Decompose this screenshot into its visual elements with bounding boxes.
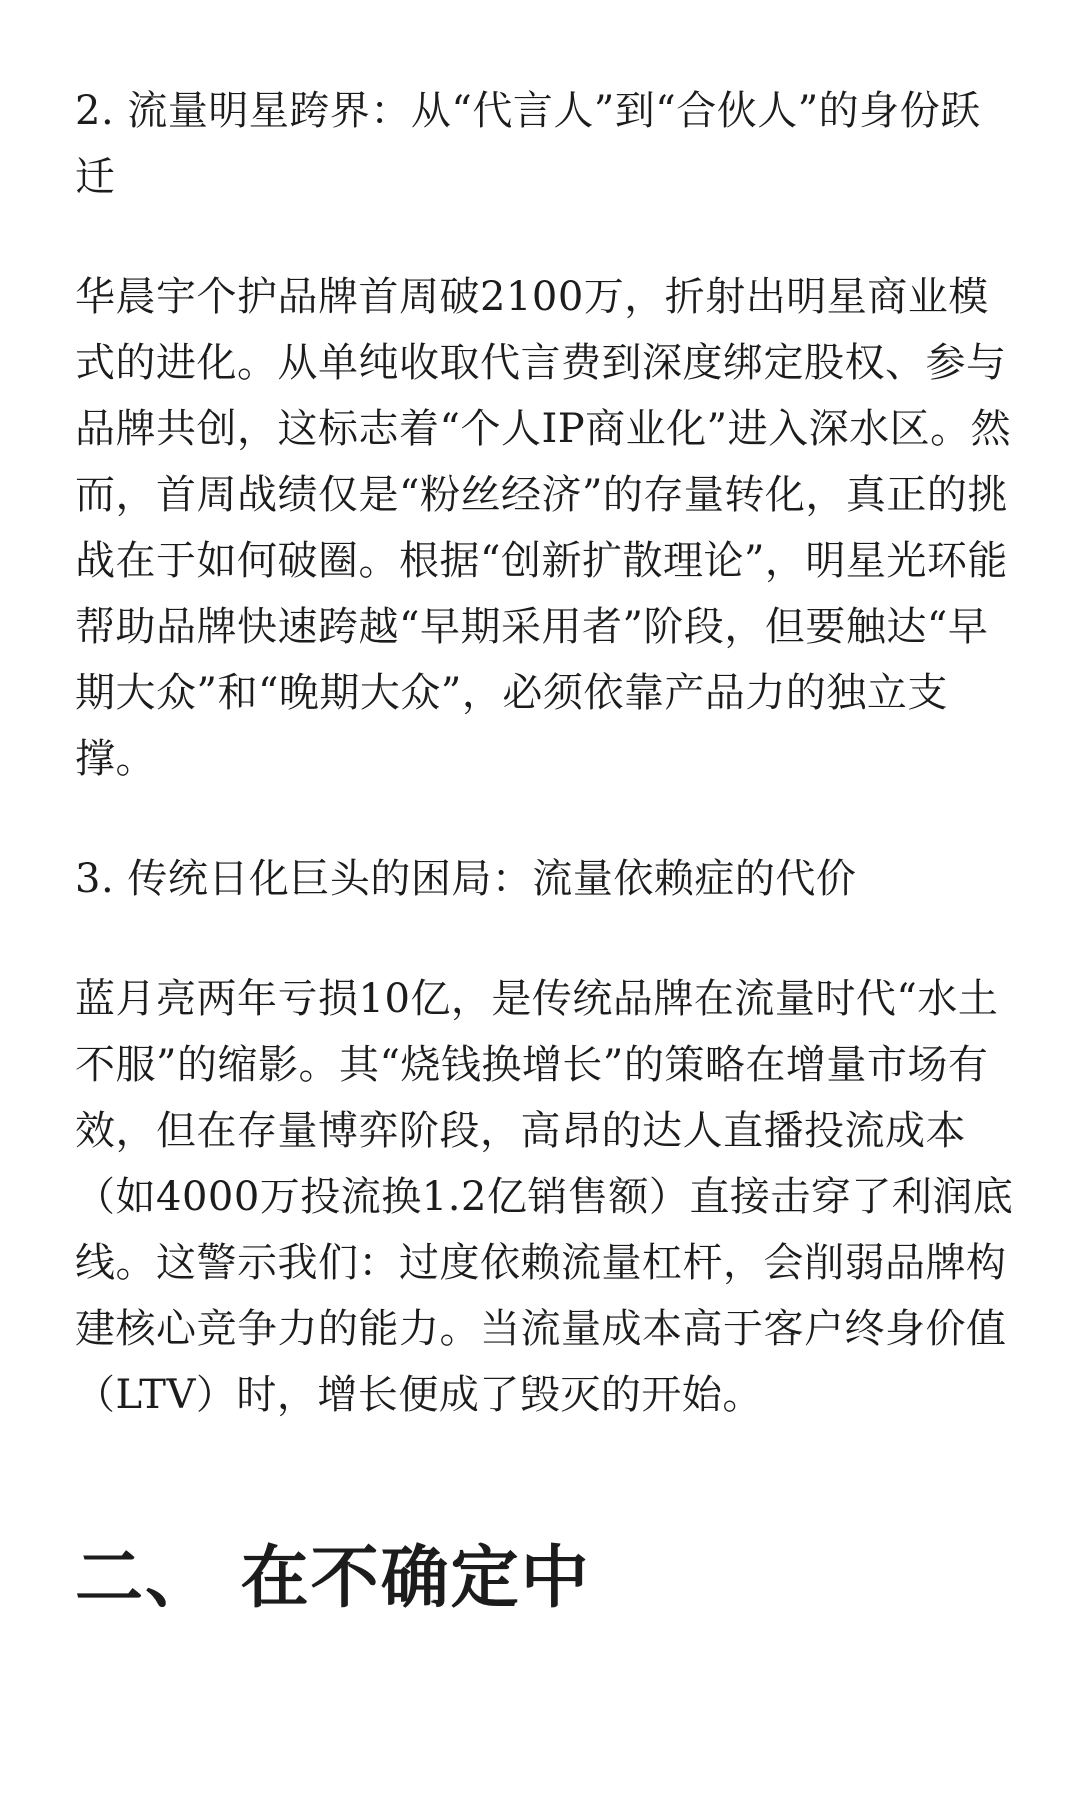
subheading-traditional-giants: 3. 传统日化巨头的困局：流量依赖症的代价 (75, 856, 857, 902)
spacer (75, 912, 1014, 966)
subheading-celebrity-crossover: 2. 流量明星跨界：从“代言人”到“合伙人”的身份跃迁 (75, 88, 981, 200)
spacer (75, 210, 1014, 264)
spacer (75, 792, 1014, 846)
paragraph-celebrity-brand: 华晨宇个护品牌首周破2100万，折射出明星商业模式的进化。从单纯收取代言费到深度绑定股权、参与品牌共创，这标志着“个人IP商业化”进入深水区。然而，首周战绩仅是“粉丝经济”的存量转化，真正的挑战在于如何破圈。根据“创新扩散理论”，明星光环能帮助品牌快速跨越“早期采用者”阶段，但要触达“早期大众”和“晚期大众”，必须依靠产品力的独立支撑。 (75, 274, 1012, 782)
paragraph-traffic-dependency: 蓝月亮两年亏损10亿，是传统品牌在流量时代“水土不服”的缩影。其“烧钱换增长”的策略在增量市场有效，但在存量博弈阶段，高昂的达人直播投流成本（如4000万投流换1.2亿销售额）直接击穿了利润底线。这警示我们：过度依赖流量杠杆，会削弱品牌构建核心竞争力的能力。当流量成本高于客户终身价值（LTV）时，增长便成了毁灭的开始。 (75, 976, 1014, 1418)
spacer (75, 1428, 1014, 1538)
section-title: 二、 在不确定中 (75, 1538, 591, 1618)
